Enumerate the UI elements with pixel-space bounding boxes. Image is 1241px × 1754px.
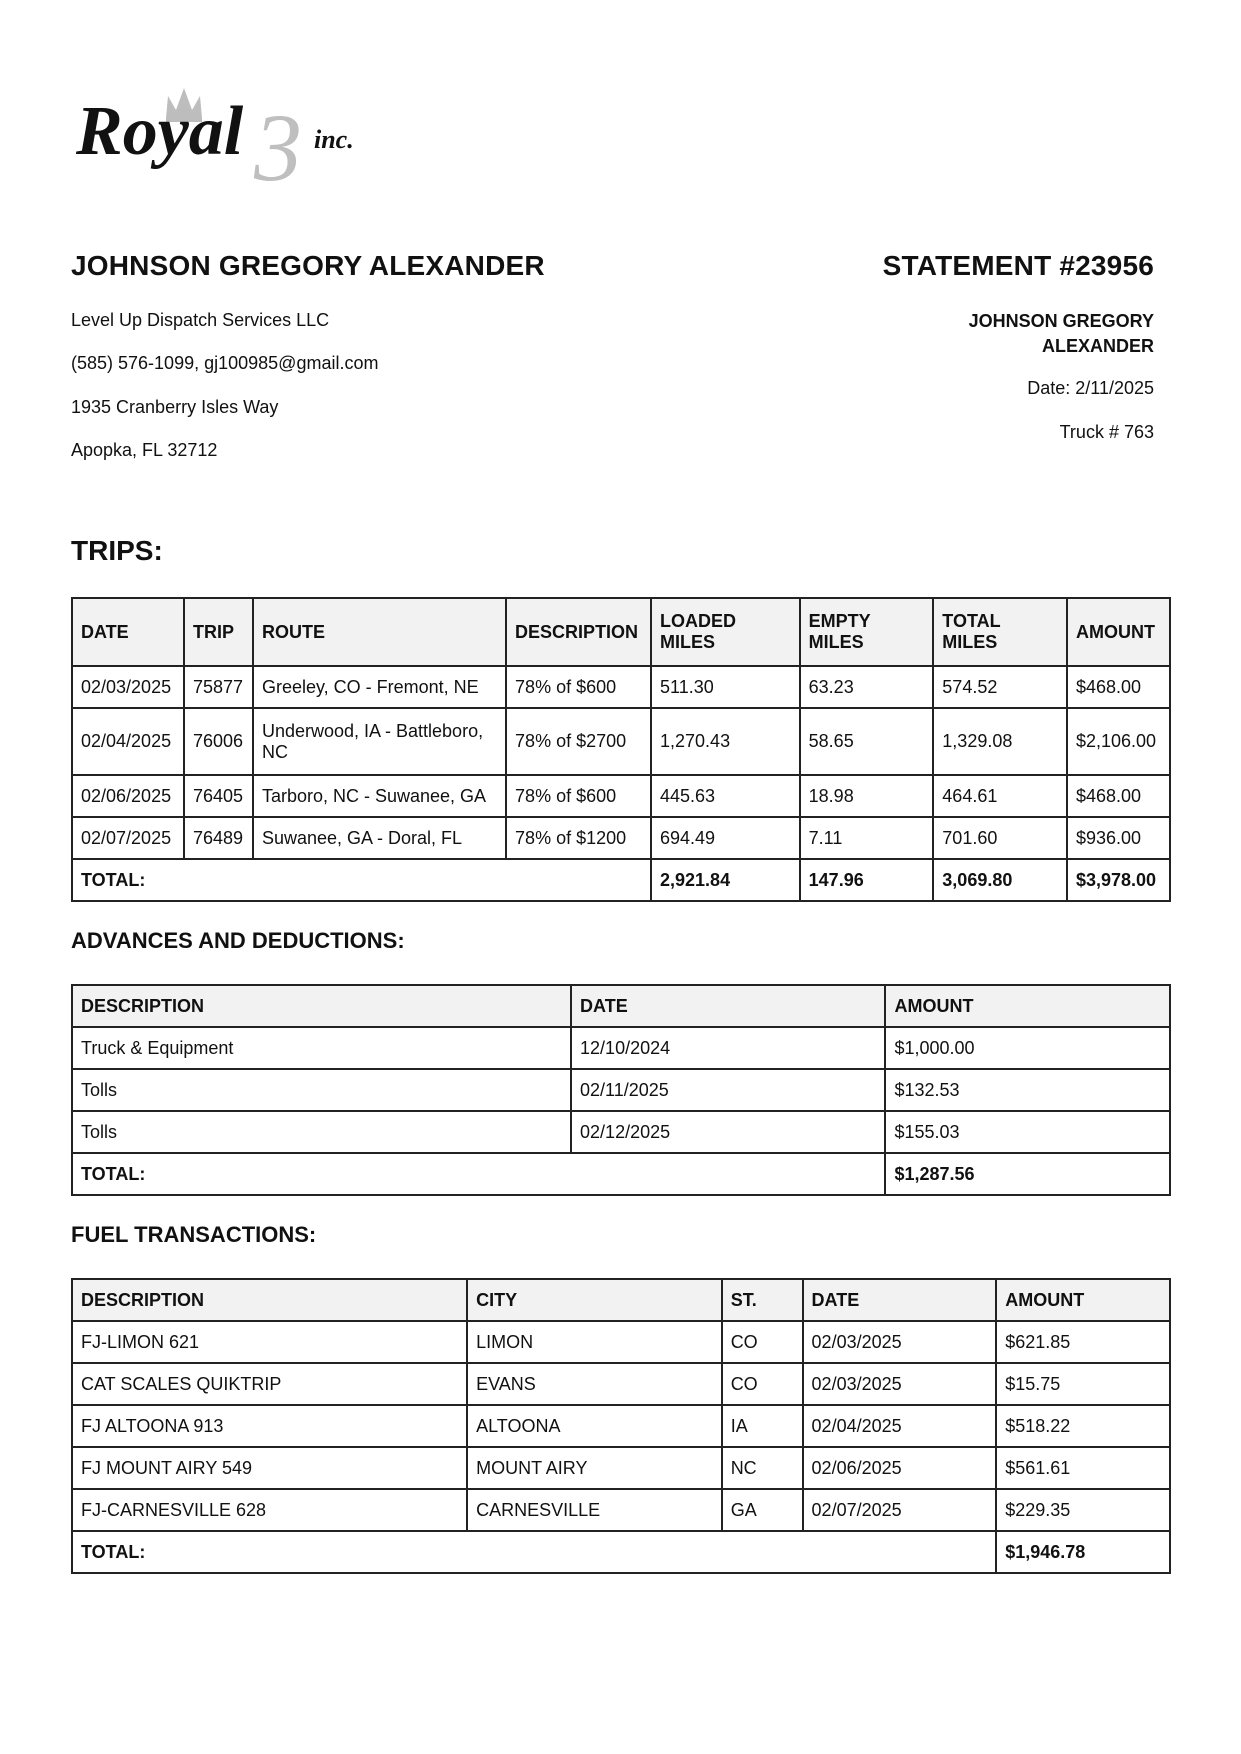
- fuel-state: IA: [722, 1405, 803, 1447]
- advances-header-row: [72, 985, 1170, 1027]
- driver-address-line1: 1935 Cranberry Isles Way: [71, 397, 279, 417]
- trip-total-miles: 464.61: [933, 775, 1067, 817]
- trips-header-amount: AMOUNT: [1067, 598, 1170, 666]
- trip-empty-miles: 58.65: [800, 708, 934, 775]
- driver-name: JOHNSON GREGORY ALEXANDER: [71, 250, 545, 281]
- trip-total-miles: 701.60: [933, 817, 1067, 859]
- table-row: [72, 1069, 1170, 1111]
- trip-empty-miles: 18.98: [800, 775, 934, 817]
- advance-description: Truck & Equipment: [72, 1027, 571, 1069]
- advances-total-amount: $1,287.56: [885, 1153, 1170, 1195]
- fuel-date: 02/07/2025: [803, 1489, 997, 1531]
- statement-name-line2: ALEXANDER: [1041, 336, 1154, 356]
- trips-header-total-miles: TOTAL MILES: [933, 598, 1067, 666]
- table-row: [72, 775, 1170, 817]
- driver-company: Level Up Dispatch Services LLC: [71, 310, 330, 330]
- trip-route: Tarboro, NC - Suwanee, GA: [253, 775, 506, 817]
- trips-table: [71, 597, 1171, 902]
- trips-header-empty-miles: EMPTY MILES: [800, 598, 934, 666]
- trip-number: 76006: [184, 708, 253, 775]
- fuel-city: EVANS: [467, 1363, 722, 1405]
- trips-total-loaded: 2,921.84: [651, 859, 800, 901]
- trip-route: Greeley, CO - Fremont, NE: [253, 666, 506, 708]
- table-row: [72, 1027, 1170, 1069]
- advances-total-row: [72, 1153, 1170, 1195]
- trip-number: 76489: [184, 817, 253, 859]
- advance-amount: $1,000.00: [885, 1027, 1170, 1069]
- fuel-description: FJ-LIMON 621: [72, 1321, 467, 1363]
- advance-date: 12/10/2024: [571, 1027, 885, 1069]
- advances-table: [71, 984, 1171, 1196]
- logo-wordmark: Royal: [76, 93, 244, 170]
- fuel-description: FJ ALTOONA 913: [72, 1405, 467, 1447]
- company-logo: [76, 78, 386, 188]
- trips-total-label: TOTAL:: [72, 859, 651, 901]
- fuel-amount: $518.22: [996, 1405, 1170, 1447]
- fuel-city: LIMON: [467, 1321, 722, 1363]
- trip-amount: $936.00: [1067, 817, 1170, 859]
- fuel-header-row: [72, 1279, 1170, 1321]
- advance-amount: $132.53: [885, 1069, 1170, 1111]
- table-row: [72, 666, 1170, 708]
- trip-number: 76405: [184, 775, 253, 817]
- trips-header-row: [72, 598, 1170, 666]
- fuel-total-row: [72, 1531, 1170, 1573]
- trip-description: 78% of $1200: [506, 817, 651, 859]
- logo-numeral: 3: [254, 94, 302, 188]
- fuel-header-amount: AMOUNT: [996, 1279, 1170, 1321]
- advances-header-description: DESCRIPTION: [72, 985, 571, 1027]
- advance-description: Tolls: [72, 1111, 571, 1153]
- trip-date: 02/03/2025: [72, 666, 184, 708]
- trip-empty-miles: 7.11: [800, 817, 934, 859]
- fuel-date: 02/04/2025: [803, 1405, 997, 1447]
- advances-total-label: TOTAL:: [72, 1153, 885, 1195]
- fuel-table: [71, 1278, 1171, 1574]
- table-row: [72, 1111, 1170, 1153]
- fuel-description: CAT SCALES QUIKTRIP: [72, 1363, 467, 1405]
- statement-truck: Truck # 763: [1059, 422, 1154, 442]
- trip-date: 02/07/2025: [72, 817, 184, 859]
- trip-number: 75877: [184, 666, 253, 708]
- statement-recipient: [934, 309, 1154, 359]
- fuel-state: NC: [722, 1447, 803, 1489]
- trips-total-amount: $3,978.00: [1067, 859, 1170, 901]
- table-row: [72, 817, 1170, 859]
- advance-amount: $155.03: [885, 1111, 1170, 1153]
- fuel-city: MOUNT AIRY: [467, 1447, 722, 1489]
- trip-empty-miles: 63.23: [800, 666, 934, 708]
- advances-heading: ADVANCES AND DEDUCTIONS:: [71, 928, 405, 953]
- fuel-state: CO: [722, 1363, 803, 1405]
- fuel-total-amount: $1,946.78: [996, 1531, 1170, 1573]
- trips-header-date: DATE: [72, 598, 184, 666]
- advances-header-amount: AMOUNT: [885, 985, 1170, 1027]
- trips-header-description: DESCRIPTION: [506, 598, 651, 666]
- driver-address-line2: Apopka, FL 32712: [71, 440, 218, 460]
- fuel-date: 02/03/2025: [803, 1363, 997, 1405]
- advances-header-date: DATE: [571, 985, 885, 1027]
- fuel-amount: $621.85: [996, 1321, 1170, 1363]
- trip-loaded-miles: 1,270.43: [651, 708, 800, 775]
- trip-amount: $2,106.00: [1067, 708, 1170, 775]
- logo-graphic: [76, 78, 386, 188]
- trip-amount: $468.00: [1067, 666, 1170, 708]
- table-row: [72, 1363, 1170, 1405]
- trip-total-miles: 574.52: [933, 666, 1067, 708]
- fuel-city: ALTOONA: [467, 1405, 722, 1447]
- statement-date: Date: 2/11/2025: [1027, 378, 1154, 398]
- trips-heading: TRIPS:: [71, 535, 163, 566]
- table-row: [72, 1405, 1170, 1447]
- trip-total-miles: 1,329.08: [933, 708, 1067, 775]
- trip-route: Suwanee, GA - Doral, FL: [253, 817, 506, 859]
- fuel-state: CO: [722, 1321, 803, 1363]
- fuel-header-date: DATE: [803, 1279, 997, 1321]
- advance-date: 02/12/2025: [571, 1111, 885, 1153]
- fuel-header-city: CITY: [467, 1279, 722, 1321]
- trip-date: 02/06/2025: [72, 775, 184, 817]
- fuel-date: 02/06/2025: [803, 1447, 997, 1489]
- trip-loaded-miles: 445.63: [651, 775, 800, 817]
- trip-loaded-miles: 511.30: [651, 666, 800, 708]
- fuel-city: CARNESVILLE: [467, 1489, 722, 1531]
- table-row: [72, 708, 1170, 775]
- logo-suffix: inc.: [314, 125, 354, 154]
- fuel-total-label: TOTAL:: [72, 1531, 996, 1573]
- fuel-date: 02/03/2025: [803, 1321, 997, 1363]
- fuel-amount: $561.61: [996, 1447, 1170, 1489]
- fuel-amount: $229.35: [996, 1489, 1170, 1531]
- trips-header-loaded-miles: LOADED MILES: [651, 598, 800, 666]
- trip-date: 02/04/2025: [72, 708, 184, 775]
- trips-header-trip: TRIP: [184, 598, 253, 666]
- trips-header-route: ROUTE: [253, 598, 506, 666]
- fuel-header-state: ST.: [722, 1279, 803, 1321]
- driver-contact: (585) 576-1099, gj100985@gmail.com: [71, 353, 379, 373]
- trip-description: 78% of $600: [506, 775, 651, 817]
- table-row: [72, 1489, 1170, 1531]
- statement-name-line1: JOHNSON GREGORY: [968, 311, 1154, 331]
- trip-route: Underwood, IA - Battleboro, NC: [253, 708, 506, 775]
- fuel-description: FJ MOUNT AIRY 549: [72, 1447, 467, 1489]
- fuel-state: GA: [722, 1489, 803, 1531]
- fuel-description: FJ-CARNESVILLE 628: [72, 1489, 467, 1531]
- table-row: [72, 1447, 1170, 1489]
- fuel-amount: $15.75: [996, 1363, 1170, 1405]
- fuel-header-description: DESCRIPTION: [72, 1279, 467, 1321]
- trips-total-empty: 147.96: [800, 859, 934, 901]
- trip-description: 78% of $600: [506, 666, 651, 708]
- statement-title: STATEMENT #23956: [882, 250, 1154, 281]
- trip-description: 78% of $2700: [506, 708, 651, 775]
- fuel-heading: FUEL TRANSACTIONS:: [71, 1222, 317, 1247]
- trips-total-miles: 3,069.80: [933, 859, 1067, 901]
- trip-amount: $468.00: [1067, 775, 1170, 817]
- advance-description: Tolls: [72, 1069, 571, 1111]
- trips-total-row: [72, 859, 1170, 901]
- advance-date: 02/11/2025: [571, 1069, 885, 1111]
- trip-loaded-miles: 694.49: [651, 817, 800, 859]
- table-row: [72, 1321, 1170, 1363]
